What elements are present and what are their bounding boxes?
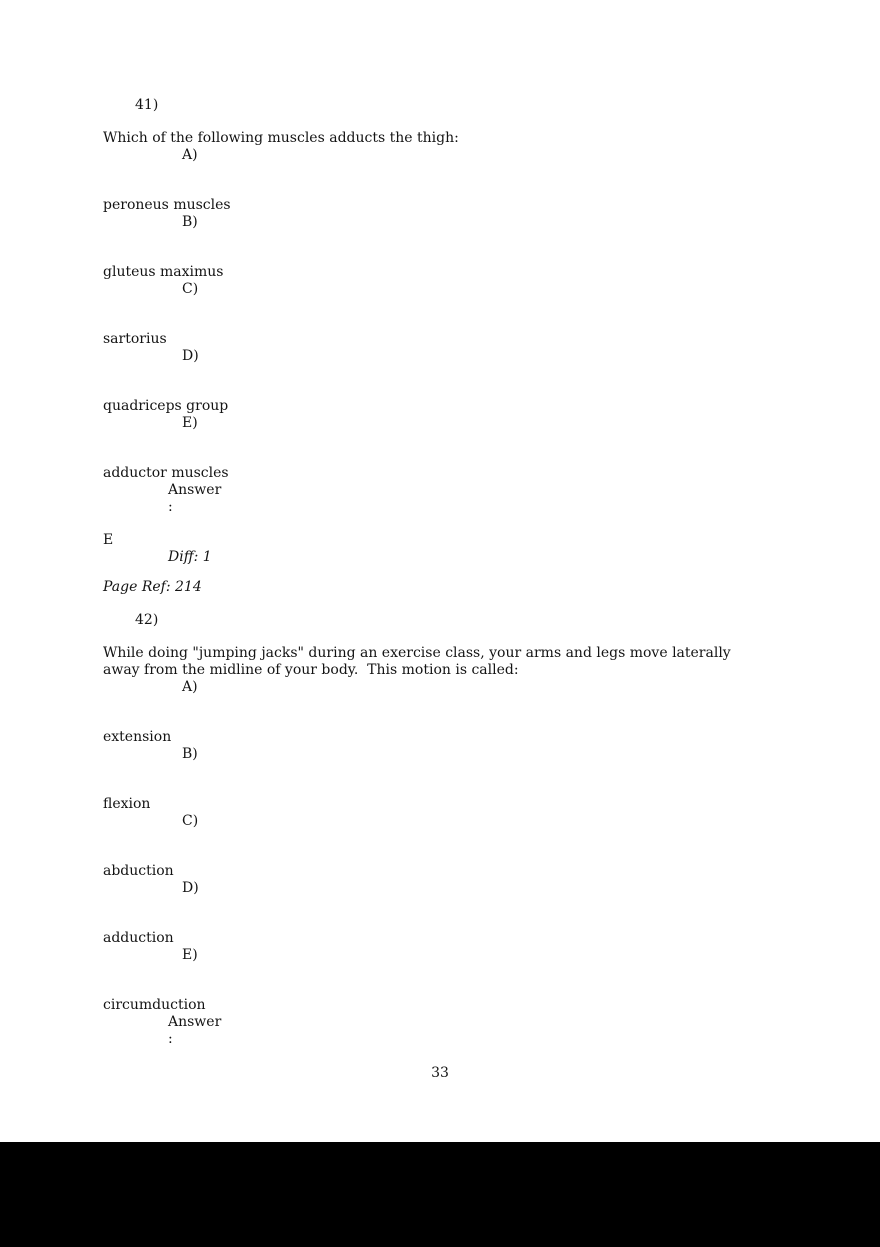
question-42-option-a-letter: A) xyxy=(182,679,198,695)
question-41-option-b-letter: B) xyxy=(182,214,198,230)
question-42-option-d-text: adduction xyxy=(103,930,174,946)
question-41-answer-label: Answer xyxy=(168,482,222,498)
question-41-page-ref: Page Ref: 214 xyxy=(103,579,202,595)
page-number: 33 xyxy=(431,1065,449,1081)
question-42-option-b-text: flexion xyxy=(103,796,151,812)
question-42-option-b-letter: B) xyxy=(182,746,198,762)
question-41-answer-colon: : xyxy=(168,499,173,515)
question-41-option-d-letter: D) xyxy=(182,348,199,364)
question-41-option-a-letter: A) xyxy=(182,147,198,163)
question-41-option-d-text: quadriceps group xyxy=(103,398,229,414)
bottom-black-band xyxy=(0,1142,880,1247)
question-42-stem-line-1: While doing "jumping jacks" during an exercise class, your arms and legs move laterally xyxy=(103,645,731,661)
question-42-stem-line-2: away from the midline of your body. This motion is called: xyxy=(103,662,519,678)
question-41-diff: Diff: 1 xyxy=(168,549,212,565)
question-42-answer-label: Answer xyxy=(168,1014,222,1030)
question-41-option-b-text: gluteus maximus xyxy=(103,264,224,280)
question-41-option-e-text: adductor muscles xyxy=(103,465,229,481)
question-42-number: 42) xyxy=(135,612,159,628)
question-42-option-d-letter: D) xyxy=(182,880,199,896)
question-42-option-c-letter: C) xyxy=(182,813,199,829)
question-42-option-a-text: extension xyxy=(103,729,172,745)
question-42-answer-colon: : xyxy=(168,1031,173,1047)
question-41-option-c-letter: C) xyxy=(182,281,199,297)
question-42-option-e-letter: E) xyxy=(182,947,198,963)
question-41-option-e-letter: E) xyxy=(182,415,198,431)
question-41-stem: Which of the following muscles adducts the thigh: xyxy=(103,130,459,146)
question-42-option-e-text: circumduction xyxy=(103,997,206,1013)
question-41-option-a-text: peroneus muscles xyxy=(103,197,231,213)
question-41-answer-value: E xyxy=(103,532,114,548)
question-42-option-c-text: abduction xyxy=(103,863,174,879)
question-41-number: 41) xyxy=(135,97,159,113)
question-41-option-c-text: sartorius xyxy=(103,331,167,347)
